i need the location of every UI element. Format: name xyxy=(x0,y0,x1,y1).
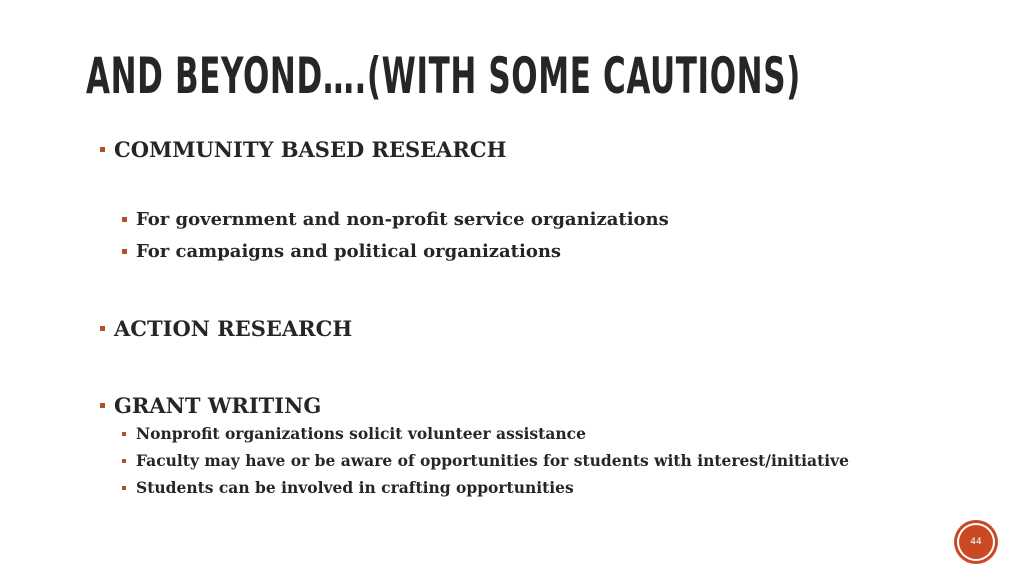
sub-bullet-government xyxy=(122,209,669,230)
sub-bullet-students xyxy=(122,478,574,497)
bullet-community-based-research xyxy=(100,137,506,162)
bullet-heading: GRANT WRITING xyxy=(114,393,322,418)
square-bullet-icon xyxy=(100,326,105,331)
square-bullet-icon xyxy=(122,459,126,463)
square-bullet-icon xyxy=(122,249,127,254)
sub-bullet-text: Faculty may have or be aware of opportunities for students with interest/initiative xyxy=(136,451,850,470)
sub-bullet-text: For campaigns and political organizations xyxy=(136,241,562,262)
sub-bullet-faculty xyxy=(122,451,849,470)
bullet-grant-writing xyxy=(100,393,321,418)
sub-bullet-text: Nonprofit organizations solicit volunteer assistance xyxy=(136,424,586,443)
square-bullet-icon xyxy=(122,432,126,436)
square-bullet-icon xyxy=(100,147,105,152)
sub-bullet-text: For government and non-profit service organizations xyxy=(136,209,669,230)
bullet-action-research xyxy=(100,316,352,341)
sub-bullet-campaigns xyxy=(122,241,561,262)
page-number-badge: 44 xyxy=(957,523,995,561)
square-bullet-icon xyxy=(122,217,127,222)
bullet-heading: ACTION RESEARCH xyxy=(114,316,353,341)
slide-title: AND BEYOND….(WITH SOME CAUTIONS) xyxy=(86,47,801,105)
bullet-heading: COMMUNITY BASED RESEARCH xyxy=(114,137,507,162)
square-bullet-icon xyxy=(122,486,126,490)
square-bullet-icon xyxy=(100,403,105,408)
sub-bullet-nonprofit xyxy=(122,424,586,443)
sub-bullet-text: Students can be involved in crafting opportunities xyxy=(136,478,574,497)
